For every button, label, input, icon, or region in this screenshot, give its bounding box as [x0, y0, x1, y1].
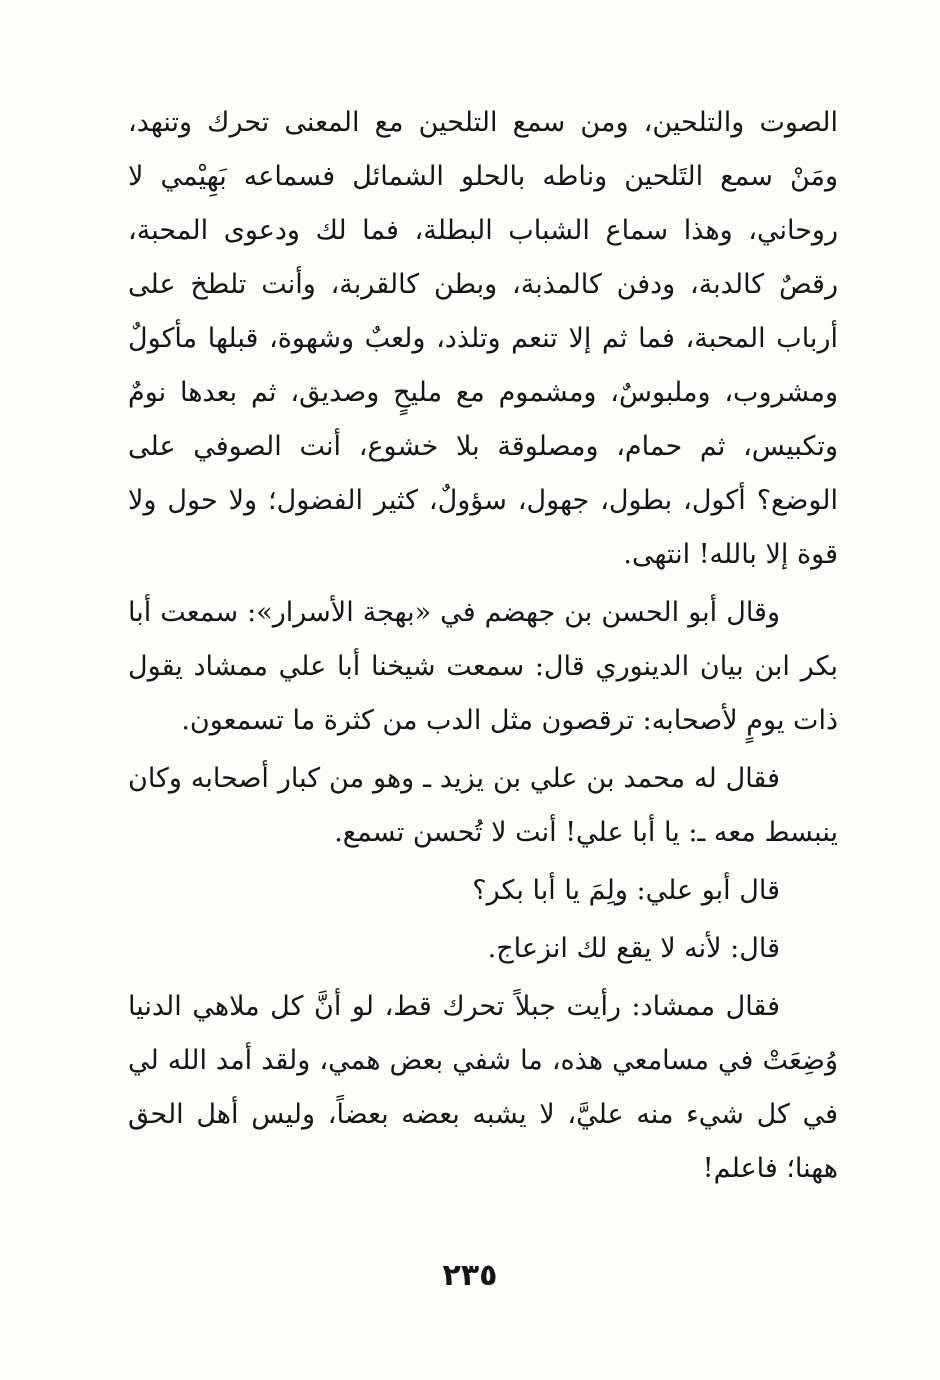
page-number: ٢٣٥ [442, 1258, 498, 1293]
paragraph-6: فقال ممشاد: رأيت جبلاً تحرك قط، لو أنَّ كل ملاهي الدنيا وُضِعَتْ في مسامعي هذه، ما شفي بعض همي، ولقد أمد الله لي في كل شيء منه عليَّ، لا يشبه بعضه بعضاً، وليس أهل الحق ههنا؛ فاعلم! [128, 991, 838, 1184]
paragraph-2: وقال أبو الحسن بن جهضم في «بهجة الأسرار»: سمعت أبا بكر ابن بيان الدينوري قال: سمعت شيخنا أبا علي ممشاد يقول ذات يومٍ لأصحابه: ترقصون مثل الدب من كثرة ما تسمعون. [128, 597, 838, 736]
paragraph-5: قال: لأنه لا يقع لك انزعاج. [487, 933, 780, 964]
paragraph-4: قال أبو علي: ولِمَ يا أبا بكر؟ [472, 875, 780, 906]
page-text [128, 96, 838, 1256]
paragraph-1: الصوت والتلحين، ومن سمع التلحين مع المعنى تحرك وتنهد، ومَنْ سمع التَلحين وناطه بالحلو الشمائل فسماعه بَهِيْمي لا روحاني، وهذا سماع الشباب البطلة، فما لك ودعوى المحبة، رقصٌ كالدبة، ودفن كالمذبة، وبطن كالقربة، وأنت تلطخ على أرباب المحبة، فما ثم إلا تنعم وتلذد، ولعبٌ وشهوة، قبلها مأكولٌ ومشروب، وملبوسٌ، ومشموم مع مليحٍ وصديق، ثم بعدها نومٌ وتكبيس، ثم حمام، ومصلوقة بلا خشوع، أنت الصوفي على الوضع؟ أكول، بطول، جهول، سؤولٌ، كثير الفضول؛ ولا حول ولا قوة إلا بالله! انتهى. [128, 107, 838, 570]
paragraph-3: فقال له محمد بن علي بن يزيد ـ وهو من كبار أصحابه وكان ينبسط معه ـ: يا أبا علي! أنت لا تُحسن تسمع. [128, 763, 838, 848]
